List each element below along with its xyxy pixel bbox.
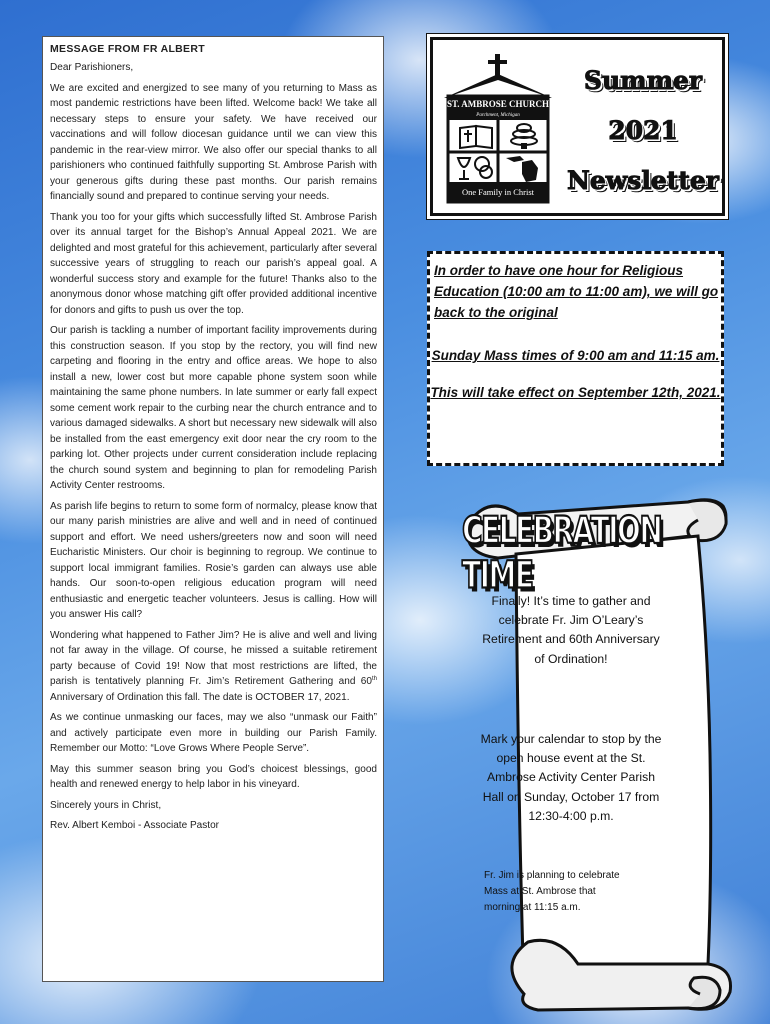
letter-paragraph-6: As we continue unmasking our faces, may we also “unmask our Faith” and actively participate even more in building our Parish Family. Remember our Motto: “Love Grows Where People Serve”. — [50, 712, 377, 754]
pastor-letter — [42, 36, 384, 982]
bible-icon — [460, 126, 492, 148]
logo-location: Parchment, Michigan — [476, 113, 520, 118]
letter-paragraph-3: Our parish is tackling a number of important facility improvements during this construction season. If you stop by the rectory, you will find new carpeting and flooring in the entry and office areas. We hope to also install a new, lower cost but more capable phone system soon while maintaining the same phone numbers. In late summer or early fall expect some cement work repair to the curbing near the church entrance and to various damaged sidewalks. A short but necessary new sidewalk will also be installed from the east emergency exit door near the cry room to the parking lot. Other projects under current consideration include replacing the church sound system and beginning to plan for remodeling Parish Activity Center restrooms. — [50, 325, 377, 491]
letter-paragraph-5-a: Wondering what happened to Father Jim? He is alive and well and living not far away in the village. Of course, he missed a suitable retirement party because of Covid 19! Now that most restrictions are lifted, the parish is tentatively planning Fr. Jim’s Retirement Gathering and 60 — [50, 629, 377, 687]
celebration-text-1: Finally! It’s time to gather and celebrate Fr. Jim O’Leary’s Retirement and 60th Anniversary of Ordination! — [482, 594, 660, 666]
letter-paragraph-5 — [50, 628, 377, 706]
mass-time-notice — [427, 251, 724, 466]
letter-paragraph-5-b: Anniversary of Ordination this fall. The date is OCTOBER 17, 2021. — [50, 691, 350, 703]
celebration-text-3: Fr. Jim is planning to celebrate Mass at St. Ambrose that morning at 11:15 a.m. — [484, 870, 620, 913]
letter-greeting: Dear Parishioners, — [50, 62, 134, 73]
newsletter-header — [430, 37, 725, 216]
letter-paragraph-1: We are excited and energized to see many of you returning to Mass as most pandemic restrictions have been lifted. Welcome back! We take all necessary steps to ensure your safety. We have received our vaccinations and will follow diocesan guidance until we can view this pandemic in the rear-view mirror. We also offer our special thanks to all parishioners who continued faithfully supporting St. Ambrose Parish with your generous gifts during these past months. Our parish remains financially sound and prepared to continue serving your needs. — [50, 82, 377, 202]
notice-mass-times: Sunday Mass times of 9:00 am and 11:15 am. — [431, 348, 720, 363]
letter-signature: Rev. Albert Kemboi - Associate Pastor — [50, 820, 220, 831]
celebration-title: CELEBRATION TIME — [462, 508, 662, 598]
title-line-1: Summer — [583, 66, 703, 95]
notice-effective-date: This will take effect on September 12th, 2021. — [430, 385, 721, 400]
letter-paragraph-4: As parish life begins to return to some form of normalcy, please know that our many parish ministries are alive and well and in need of continued support and effort. We need ushers/greeters now and soon will need Eucharistic Ministers. Our choir is beginning to regroup. We continue to support local immigrant families. Rosie’s garden can always use able hands. Our soon-to-open religious education program will need enthusiastic and energetic teacher volunteers. Jesus is calling. How will you answer His call? — [50, 500, 377, 620]
notice-intro: In order to have one hour for Religious Education (10:00 am to 11:00 am), we will go back to the original — [434, 263, 719, 320]
letter-paragraph-7: May this summer season bring you God’s choicest blessings, good health and renewed energy to help labor in his vineyard. — [50, 763, 377, 790]
title-line-3: Newsletter — [567, 166, 719, 195]
title-line-2: 2021 — [608, 116, 678, 145]
letter-paragraph-2: Thank you too for your gifts which successfully lifted St. Ambrose Parish over its annual target for the Bishop’s Annual Appeal 2021. We are delighted and most grateful for this achievement, particularly after several successive years of struggling to reach our parish’s appeal goal. A wonderful success story and example for the future! Thanks also to the anonymous donor whose matching gift offer provided additional incentive for donors and gifts to push us over the top. — [50, 211, 377, 316]
letter-heading: MESSAGE FROM FR ALBERT — [50, 43, 205, 55]
ordinal-suffix: th — [371, 676, 377, 682]
logo-motto: One Family in Christ — [461, 187, 535, 197]
logo-church-name: ST. AMBROSE CHURCH — [446, 99, 550, 109]
newsletter-title — [563, 56, 723, 206]
celebration-text-2: Mark your calendar to stop by the open house event at the St. Ambrose Activity Center Parish Hall on Sunday, October 17 from 12:30-4:00 p.m. — [480, 732, 662, 823]
church-logo — [442, 54, 554, 204]
letter-closing: Sincerely yours in Christ, — [50, 799, 162, 811]
